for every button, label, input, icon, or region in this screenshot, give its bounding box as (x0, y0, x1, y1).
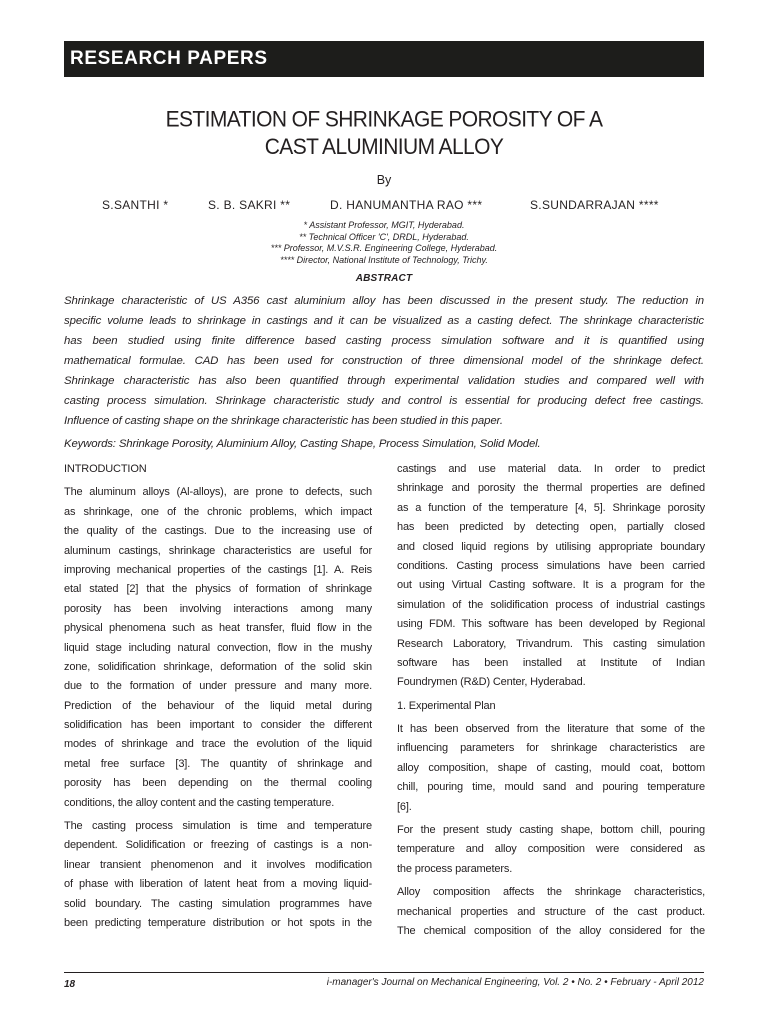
abstract-line: mathematical formulae. CAD has been used for construction of three dimensional model of the shrinkage defect. (64, 355, 704, 367)
text-line: due to the formation of under pressure and many more. (64, 680, 372, 693)
text-line: dependent. Solidification or freezing of castings is a non- (64, 839, 372, 852)
text-line: has been predicted by detecting open, partially closed (397, 521, 705, 534)
affiliation-2: ** Technical Officer 'C', DRDL, Hyderabad. (299, 231, 469, 242)
by-label: By (376, 173, 392, 187)
text-line: conditions. Casting process simulations have been carried (397, 559, 705, 572)
text-line: the process parameters. (397, 862, 513, 875)
paragraph (64, 483, 372, 813)
paragraph (397, 821, 705, 879)
section-heading-introduction: INTRODUCTION (64, 463, 147, 475)
paragraph (64, 817, 372, 933)
affiliation-3: *** Professor, M.V.S.R. Engineering College, Hyderabad. (270, 243, 498, 254)
text-line: modes of shrinkage and trace the evolution of the liquid (64, 738, 372, 751)
text-line: as shrinkage, one of the chronic problems, which impact (64, 505, 372, 518)
text-line: the quality of the castings. Due to the increasing use of (64, 525, 372, 538)
footer-divider (64, 972, 704, 973)
author-list (64, 198, 704, 214)
text-line: shrinkage and porosity the thermal properties are defined (397, 482, 705, 495)
text-line: Alloy composition affects the shrinkage characteristics, (397, 886, 705, 899)
text-line: using FDM. This software has been developed by Regional (397, 618, 705, 631)
affiliation-4: **** Director, National Institute of Technology, Trichy. (280, 254, 488, 265)
text-line: metal free surface [3]. The quantity of shrinkage and (64, 757, 372, 770)
text-line: solidification has been important to consider the different (64, 719, 372, 732)
text-line: The chemical composition of the alloy considered for the (397, 924, 705, 937)
abstract-body (64, 291, 704, 431)
text-line: chill, pouring time, mould sand and pouring temperature (397, 781, 705, 794)
abstract-line: Influence of casting shape on the shrinkage characteristic has been studied in this paper. (64, 415, 503, 427)
abstract-line: specific volume leads to shrinkage in castings and it can be visualized as a casting defect. The shrinkage characteristic (64, 315, 704, 327)
author-1: S.SANTHI * (102, 198, 169, 212)
text-line: as a function of the temperature [4, 5]. Shrinkage porosity (397, 501, 705, 514)
affiliations (64, 220, 704, 266)
abstract-heading: ABSTRACT (355, 273, 413, 284)
text-line: For the present study casting shape, bottom chill, pouring (397, 824, 705, 837)
text-line: liquid stage including natural convection, flow in the mushy (64, 641, 372, 654)
left-column (64, 460, 372, 937)
text-line: aluminum castings, shrinkage characteristics are useful for (64, 544, 372, 557)
text-line: solid boundary. The casting simulation programmes have (64, 897, 372, 910)
text-line: temperature and alloy composition were considered as (397, 843, 705, 856)
author-4: S.SUNDARRAJAN **** (530, 198, 659, 212)
author-3: D. HANUMANTHA RAO *** (330, 198, 483, 212)
text-line: and closed liquid regions by utilising appropriate boundary (397, 540, 705, 553)
text-line: been predicting temperature distribution or hot spots in the (64, 916, 372, 929)
paragraph (397, 460, 705, 693)
text-line: mechanical properties and structure of the cast product. (397, 905, 705, 918)
title-line-1: ESTIMATION OF SHRINKAGE POROSITY OF A (165, 107, 603, 132)
text-line: Prediction of the behaviour of the liquid metal during (64, 699, 372, 712)
abstract-line: Shrinkage characteristic of US A356 cast aluminium alloy has been discussed in the present study. The reduction in (64, 295, 704, 307)
text-line: porosity has been involving interactions among many (64, 602, 372, 615)
text-line: linear transient phenomenon and it involves modification (64, 858, 372, 871)
paragraph (397, 883, 705, 941)
text-line: etal stated [2] that the physics of formation of shrinkage (64, 583, 372, 596)
text-line: alloy composition, shape of casting, mould coat, bottom (397, 761, 705, 774)
paper-title (64, 106, 704, 161)
text-line: castings and use material data. In order to predict (397, 463, 705, 475)
page-number: 18 (64, 979, 76, 990)
text-line: improving mechanical properties of the castings [1]. A. Reis (64, 563, 372, 576)
section-banner: RESEARCH PAPERS (64, 41, 704, 77)
text-line: Foundrymen (R&D) Center, Hyderabad. (397, 676, 586, 689)
title-line-2: CAST ALUMINIUM ALLOY (264, 135, 504, 160)
text-line: Research Laboratory, Trivandrum. This casting simulation (397, 637, 705, 650)
right-column (397, 460, 705, 945)
text-line: software has been installed at Institute of Indian (397, 656, 705, 669)
text-line: [6]. (397, 800, 412, 813)
text-line: It has been observed from the literature that some of the (397, 723, 705, 736)
text-line: influencing parameters for shrinkage characteristics are (397, 742, 705, 755)
paragraph (397, 720, 705, 817)
text-line: physical phenomena such as heat transfer, fluid flow in the (64, 622, 372, 635)
journal-citation: i-manager's Journal on Mechanical Engineering, Vol. 2 • No. 2 • February - April 2012 (326, 977, 704, 988)
text-line: The aluminum alloys (Al-alloys), are prone to defects, such (64, 486, 372, 499)
text-line: simulation of the solidification process of industrial castings (397, 598, 705, 611)
text-line: zone, solidification shrinkage, deformation of the solid skin (64, 660, 372, 673)
affiliation-1: * Assistant Professor, MGIT, Hyderabad. (303, 220, 465, 230)
text-line: The casting process simulation is time and temperature (64, 820, 372, 833)
section-heading-experimental-plan: 1. Experimental Plan (397, 699, 496, 712)
abstract-line: Shrinkage characteristic has also been quantified through experimental validation studies and compared well with (64, 375, 704, 387)
text-line: of phase with liberation of latent heat from a moving liquid- (64, 878, 372, 891)
text-line: porosity has been depending on the thermal cooling (64, 777, 372, 790)
text-line: conditions, the alloy content and the casting temperature. (64, 796, 335, 809)
abstract-line: casting process simulation. Shrinkage characteristic study and control is essential for producing defect free castings. (64, 395, 704, 407)
abstract-line: has been studied using finite difference based casting process simulation software and it is quantified using (64, 335, 704, 347)
author-2: S. B. SAKRI ** (208, 198, 291, 212)
text-line: out using Virtual Casting software. It is a program for the (397, 579, 705, 592)
keywords: Keywords: Shrinkage Porosity, Aluminium Alloy, Casting Shape, Process Simulation, Solid Model. (64, 438, 541, 450)
